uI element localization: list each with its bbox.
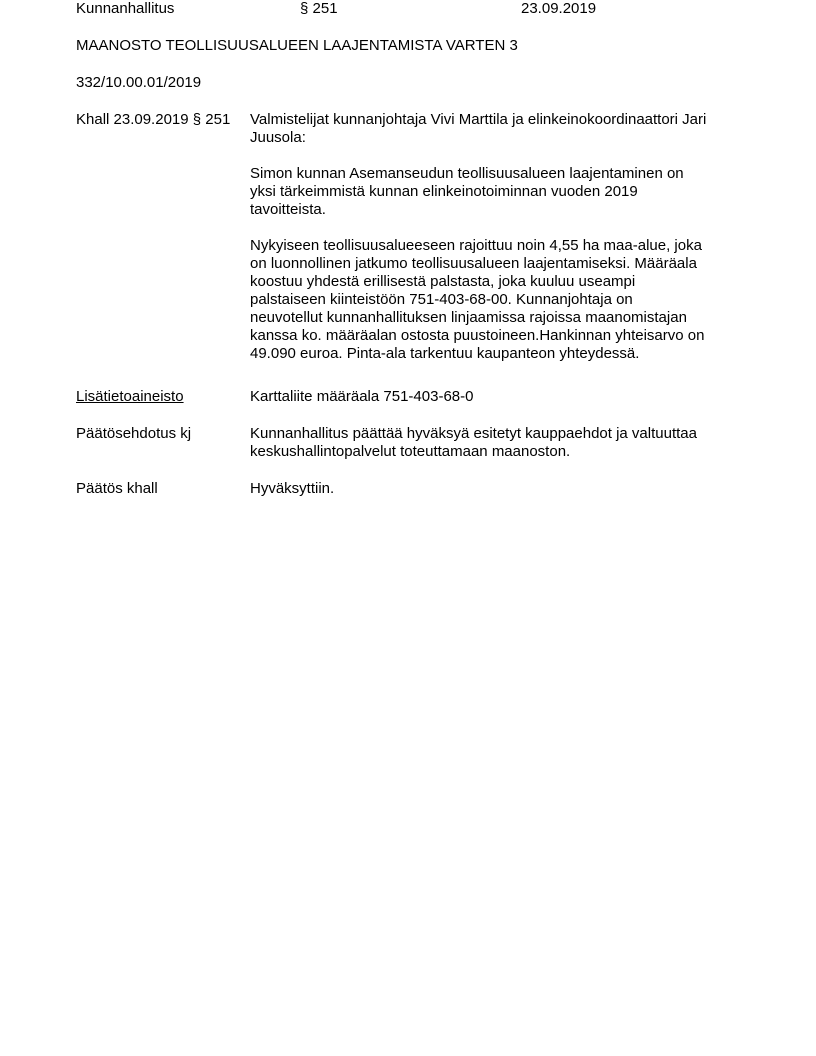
proposal-label: Päätösehdotus kj <box>76 425 192 442</box>
paragraph-line: on luonnollinen jatkumo teollisuusalueen laajentamiseksi. Määräala <box>250 255 697 272</box>
proposal-body <box>250 425 750 461</box>
preparers-line: Valmistelijat kunnanjohtaja Vivi Marttila ja elinkeinokoordinaattori Jari <box>250 111 707 128</box>
attachments-value: Karttaliite määräala 751-403-68-0 <box>250 388 474 405</box>
header-date: 23.09.2019 <box>521 0 597 17</box>
meeting-body <box>250 111 750 363</box>
paragraph-line: Simon kunnan Asemanseudun teollisuusalueen laajentaminen on <box>250 165 684 182</box>
paragraph-line: 49.090 euroa. Pinta-ala tarkentuu kaupanteon yhteydessä. <box>250 345 640 362</box>
paragraph-line: neuvotellut kunnanhallituksen linjaamissa rajoissa maanomistajan <box>250 309 687 326</box>
attachments-label: Lisätietoaineisto <box>76 388 184 405</box>
paragraph-line: kanssa ko. määräalan ostosta puustoineen.Hankinnan yhteisarvo on <box>250 327 705 344</box>
case-number: 332/10.00.01/2019 <box>76 74 202 91</box>
document-title: MAANOSTO TEOLLISUUSALUEEN LAAJENTAMISTA VARTEN 3 <box>76 37 518 54</box>
preparers-line: Juusola: <box>250 129 306 146</box>
proposal-line: keskushallintopalvelut toteuttamaan maanoston. <box>250 443 571 460</box>
proposal-line: Kunnanhallitus päättää hyväksyä esitetyt kauppaehdot ja valtuuttaa <box>250 425 697 442</box>
decision-label: Päätös khall <box>76 480 158 497</box>
paragraph-line: Nykyiseen teollisuusalueeseen rajoittuu noin 4,55 ha maa-alue, joka <box>250 237 702 254</box>
header-organ: Kunnanhallitus <box>76 0 175 17</box>
meeting-label: Khall 23.09.2019 § 251 <box>76 111 231 128</box>
header-section-number: § 251 <box>300 0 338 17</box>
paragraph-line: palstaiseen kiinteistöön 751-403-68-00. Kunnanjohtaja on <box>250 291 633 308</box>
decision-value: Hyväksyttiin. <box>250 480 335 497</box>
paragraph-line: koostuu yhdestä erillisestä palstasta, joka kuuluu useampi <box>250 273 636 290</box>
paragraph-line: yksi tärkeimmistä kunnan elinkeinotoiminnan vuoden 2019 <box>250 183 638 200</box>
paragraph-line: tavoitteista. <box>250 201 326 218</box>
